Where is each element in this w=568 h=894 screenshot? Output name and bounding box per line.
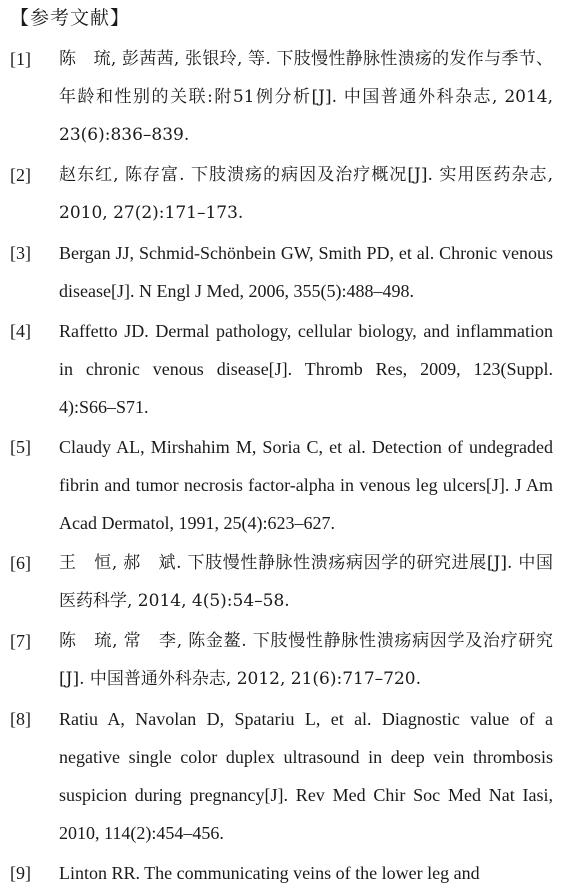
reference-item — [0, 544, 568, 620]
reference-number: [7] — [10, 631, 31, 651]
reference-text: Ratiu A, Navolan D, Spatariu L, et al. Diagnostic value of a negative single color duplex ultrasound in deep vein thrombosis suspicion during pregnancy[J]. Rev Med Chir Soc Med Nat Iasi, 2010, 114(2):454–456. — [59, 709, 553, 843]
reference-item — [0, 40, 568, 154]
reference-text: 赵东红, 陈存富. 下肢溃疡的病因及治疗概况[J]. 实用医药杂志, 2010, 27(2):171–173. — [59, 165, 553, 223]
reference-number: [9] — [10, 863, 31, 883]
reference-item — [0, 312, 568, 426]
reference-item — [0, 234, 568, 310]
reference-item — [0, 700, 568, 852]
reference-number: [8] — [10, 709, 31, 729]
reference-number: [5] — [10, 437, 31, 457]
reference-text: 陈 琉, 彭茜茜, 张银玲, 等. 下肢慢性静脉性溃疡的发作与季节、年龄和性别的关联:附51例分析[J]. 中国普通外科杂志, 2014, 23(6):836–839. — [59, 49, 553, 145]
reference-number: [1] — [10, 49, 31, 69]
reference-text: Linton RR. The communicating veins of the lower leg and — [59, 863, 480, 883]
reference-number: [3] — [10, 243, 31, 263]
reference-item — [0, 156, 568, 232]
reference-text: 陈 琉, 常 李, 陈金鳌. 下肢慢性静脉性溃疡病因学及治疗研究[J]. 中国普通外科杂志, 2012, 21(6):717–720. — [59, 631, 553, 689]
reference-list — [0, 40, 568, 894]
reference-item — [0, 622, 568, 698]
reference-number: [4] — [10, 321, 31, 341]
reference-text: Bergan JJ, Schmid-Schönbein GW, Smith PD, et al. Chronic venous disease[J]. N Engl J Med, 2006, 355(5):488–498. — [59, 243, 553, 301]
reference-text: Claudy AL, Mirshahim M, Soria C, et al. Detection of undegraded fibrin and tumor necrosis factor-alpha in venous leg ulcers[J]. J Am Acad Dermatol, 1991, 25(4):623–627. — [59, 437, 553, 533]
reference-number: [2] — [10, 165, 31, 185]
references-heading: 【参考文献】 — [10, 7, 131, 29]
reference-number: [6] — [10, 553, 31, 573]
reference-text: Raffetto JD. Dermal pathology, cellular biology, and inflammation in chronic venous disease[J]. Thromb Res, 2009, 123(Suppl. 4):S66–S71. — [59, 321, 553, 417]
reference-item — [0, 428, 568, 542]
reference-item — [0, 854, 568, 892]
reference-text: 王 恒, 郝 斌. 下肢慢性静脉性溃疡病因学的研究进展[J]. 中国医药科学, 2014, 4(5):54–58. — [59, 553, 553, 611]
